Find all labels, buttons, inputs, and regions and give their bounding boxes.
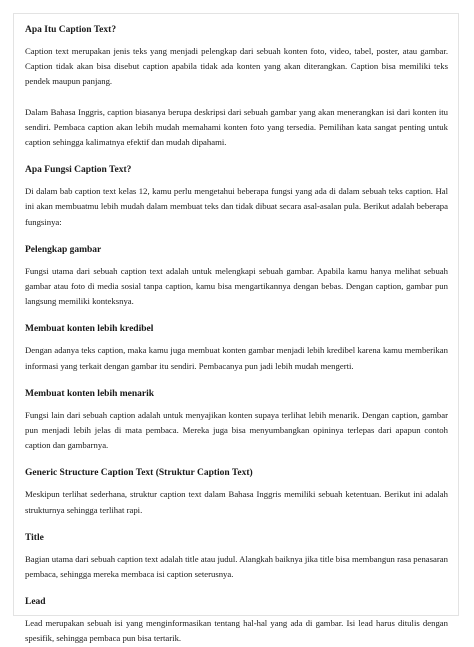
document-page xyxy=(13,13,459,644)
section-heading-kredibel: Membuat konten lebih kredibel xyxy=(25,324,154,335)
section-heading-pelengkap-gambar: Pelengkap gambar xyxy=(25,244,102,255)
paragraph-pelengkap-gambar: Fungsi utama dari sebuah caption text adalah untuk melengkapi sebuah gambar. Apabila kamu hanya melihat sebuah gambar atau foto di media sosial tanpa caption, kamu bisa mengartikannya dengan bebas. Dengan caption, gambar pun langsung memiliki konteksnya. xyxy=(25,265,448,307)
section-heading-fungsi-caption: Apa Fungsi Caption Text? xyxy=(25,165,132,176)
paragraph-title: Bagian utama dari sebuah caption text adalah title atau judul. Alangkah baiknya jika title bisa membangun rasa penasaran pembaca, sehingga mereka membaca isi caption seterusnya. xyxy=(25,553,448,580)
paragraph-menarik: Fungsi lain dari sebuah caption adalah untuk menyajikan konten supaya terlihat lebih menarik. Dengan caption, gambar pun menjadi lebih jelas di mata pembaca. Mereka juga bisa menyumbangkan opininya terlepas dari apapun contoh caption dan gambarnya. xyxy=(25,409,448,451)
paragraph-kredibel: Dengan adanya teks caption, maka kamu juga membuat konten gambar menjadi lebih kredibel karena kamu memberikan informasi yang terkait dengan gambar itu sendiri. Pembacanya pun jadi lebih mudah mengerti. xyxy=(25,345,448,371)
paragraph-generic-structure: Meskipun terlihat sederhana, struktur caption text dalam Bahasa Inggris memiliki sebuah ketentuan. Berikut ini adalah strukturnya sehingga terlihat rapi. xyxy=(25,489,448,515)
section-heading-title: Title xyxy=(25,532,44,543)
section-heading-lead: Lead xyxy=(25,597,46,608)
section-heading-apa-itu-caption: Apa Itu Caption Text? xyxy=(25,25,117,35)
section-heading-menarik: Membuat konten lebih menarik xyxy=(25,388,155,399)
paragraph-bahasa-inggris: Dalam Bahasa Inggris, caption biasanya berupa deskripsi dari sebuah gambar yang akan menerangkan isi dari konten itu sendiri. Pembaca caption akan lebih mudah memahami konten foto yang tersedia. Pemilihan kata sangat penting untuk caption sehingga kalimatnya efektif dan mudah dipahami. xyxy=(25,106,448,148)
paragraph-fungsi-intro: Di dalam bab caption text kelas 12, kamu perlu mengetahui beberapa fungsi yang ada di dalam sebuah teks caption. Hal ini akan membuatmu lebih mudah dalam membuat teks dan tidak dibuat secara asal-asalan pula. Berikut adalah beberapa fungsinya: xyxy=(25,186,448,227)
paragraph-lead: Lead merupakan sebuah isi yang menginformasikan tentang hal-hal yang ada di gambar. Isi lead harus ditulis dengan spesifik, sehingga pembaca pun bisa tertarik. xyxy=(25,618,448,644)
section-heading-generic-structure: Generic Structure Caption Text (Struktur Caption Text) xyxy=(25,468,253,479)
paragraph-definition: Caption text merupakan jenis teks yang menjadi pelengkap dari sebuah konten foto, video, tabel, poster, atau gambar. Caption tidak akan bisa disebut caption apabila tidak ada konten yang akan diterangkan. Caption bisa memiliki teks pendek maupun panjang. xyxy=(25,46,448,87)
